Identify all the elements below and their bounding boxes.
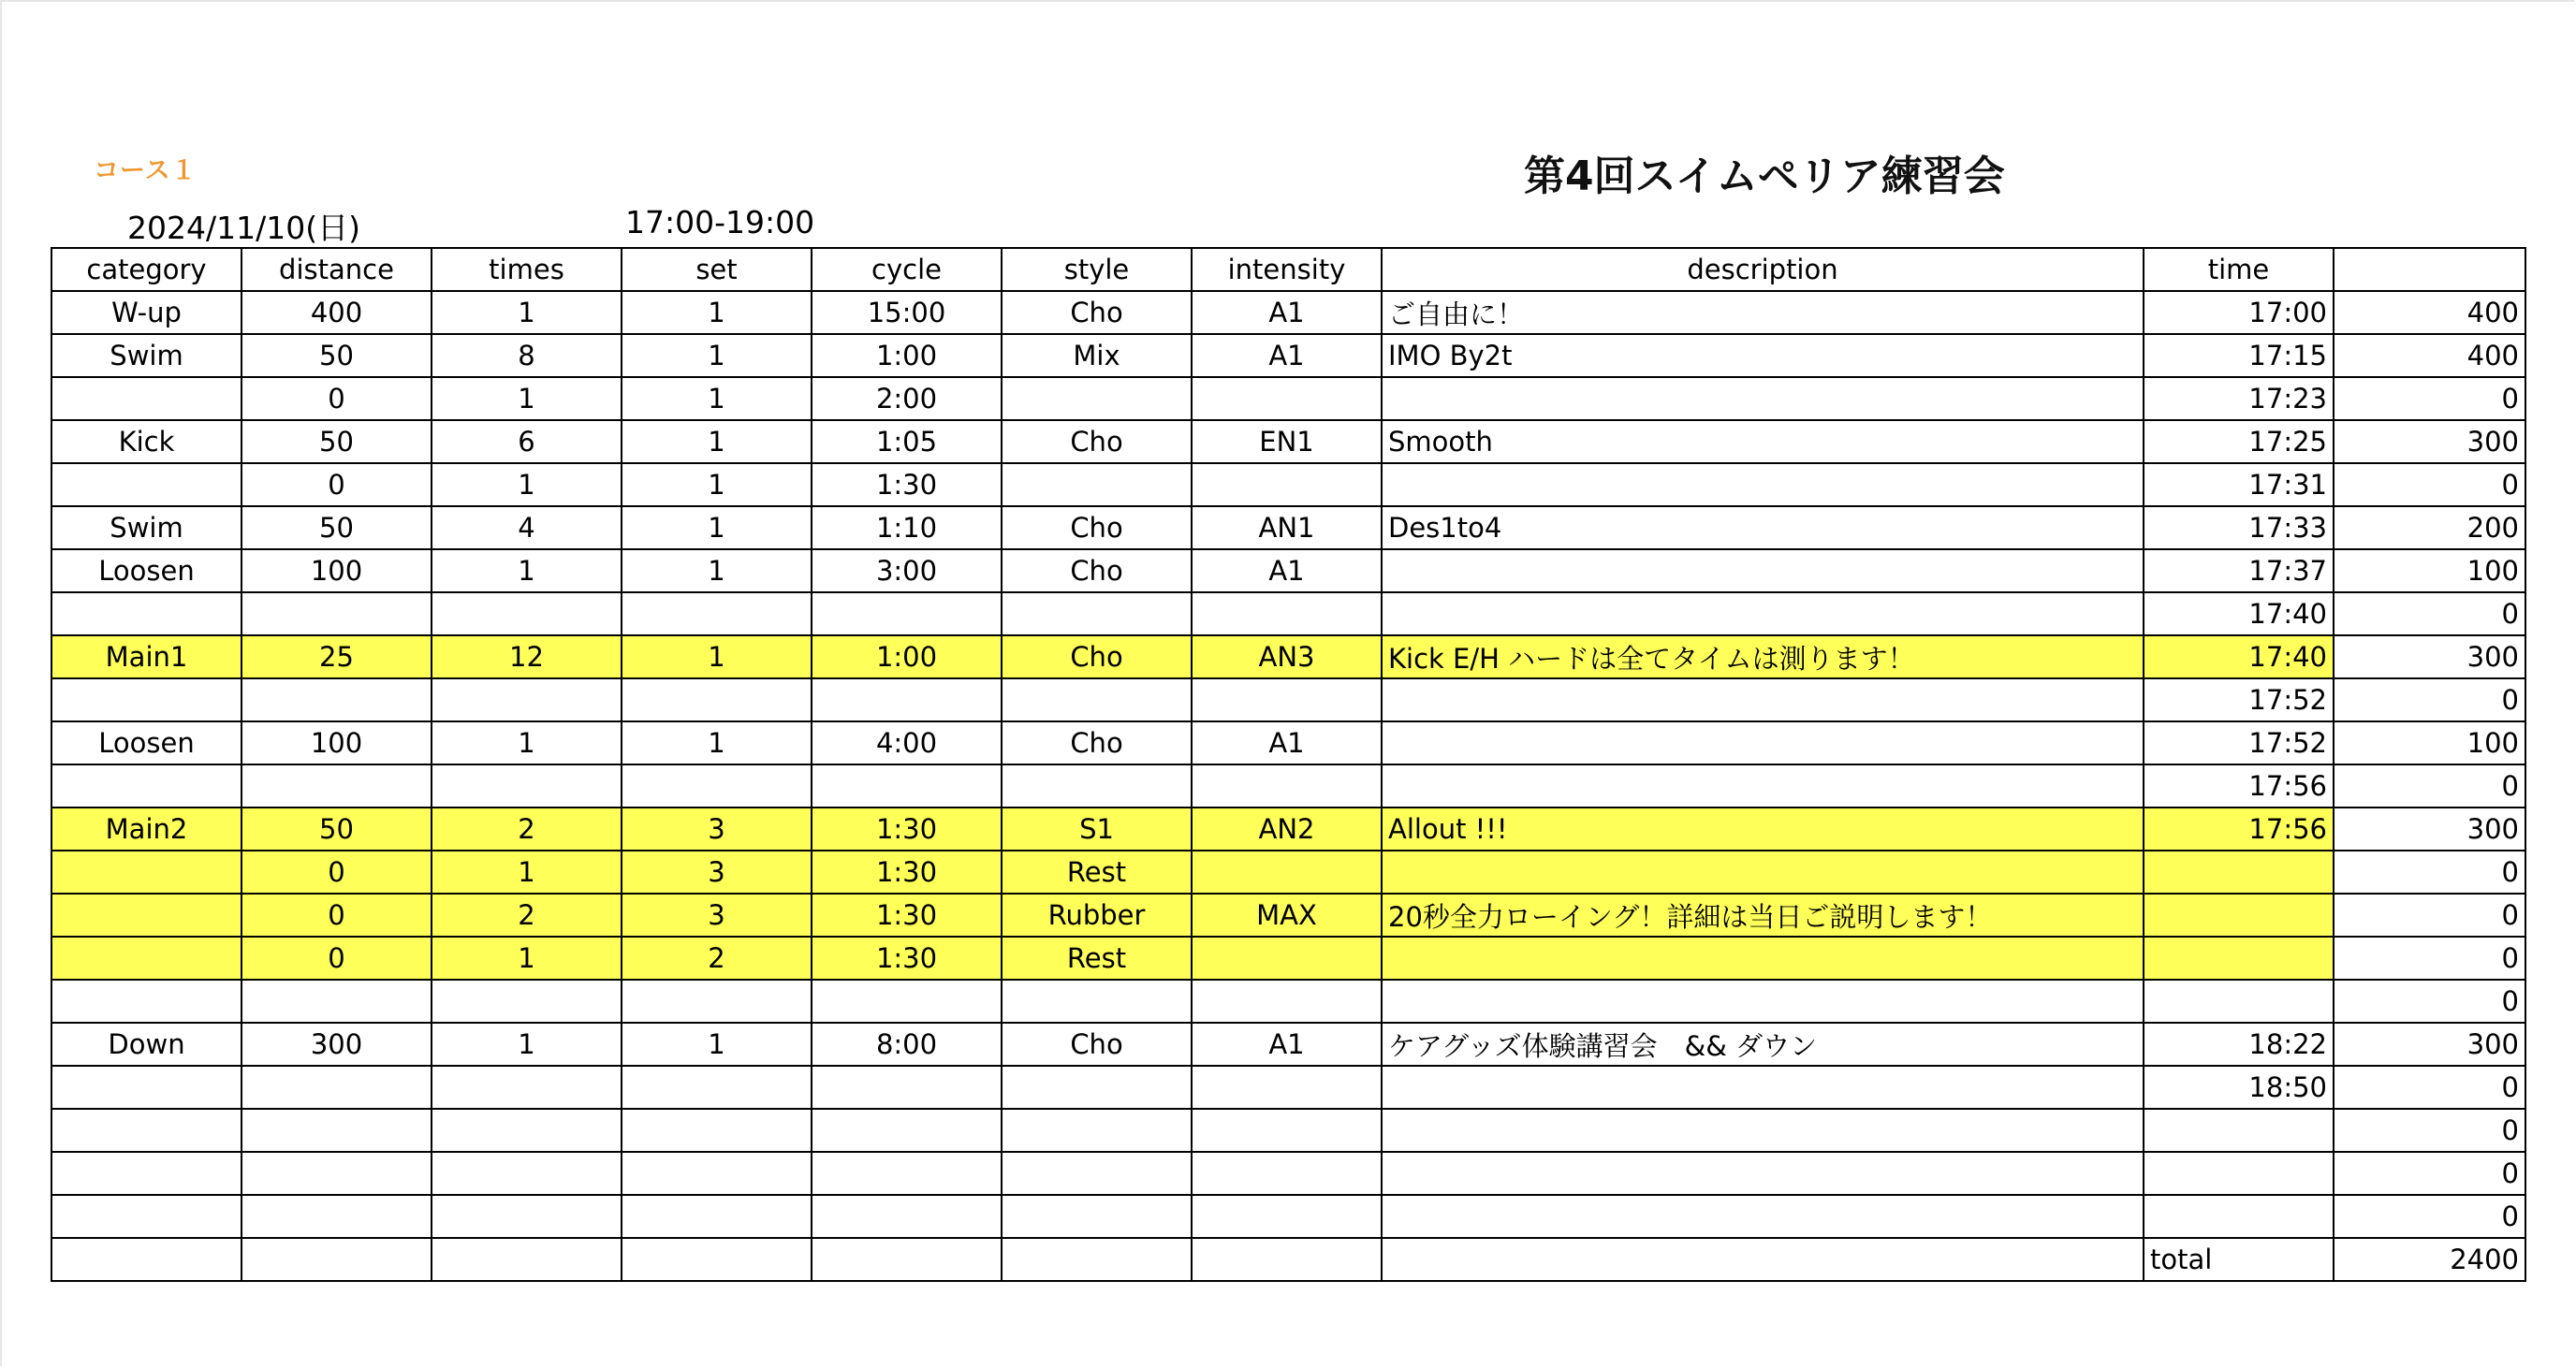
cell-total: 200 [2334, 506, 2525, 549]
cell-total: 400 [2334, 334, 2525, 377]
cell-times: 2 [432, 894, 622, 937]
cell-total: 300 [2334, 808, 2525, 851]
cell-times [432, 678, 622, 721]
cell-set [622, 980, 812, 1023]
cell-set: 3 [622, 808, 812, 851]
cell-description [1382, 549, 2144, 592]
cell-times: 6 [432, 420, 622, 463]
header-category: category [51, 248, 242, 291]
table-row [51, 1109, 2525, 1152]
cell-set [622, 1152, 812, 1195]
table-row [51, 549, 2525, 592]
cell-cycle [812, 1152, 1002, 1195]
table-body [51, 291, 2525, 1238]
cell-intensity [1192, 937, 1382, 980]
cell-set: 1 [622, 506, 812, 549]
cell-time: 17:00 [2144, 291, 2334, 334]
cell-style: Rubber [1002, 894, 1192, 937]
table-row [51, 506, 2525, 549]
table-row [51, 635, 2525, 678]
event-time-range: 17:00-19:00 [625, 204, 815, 240]
cell-distance [242, 1152, 432, 1195]
cell-time: 18:50 [2144, 1066, 2334, 1109]
cell-description: Des1to4 [1382, 506, 2144, 549]
cell-set: 1 [622, 377, 812, 420]
cell-total: 0 [2334, 463, 2525, 506]
table-row [51, 377, 2525, 420]
cell-description [1382, 851, 2144, 894]
cell-distance [242, 678, 432, 721]
cell-style [1002, 980, 1192, 1023]
cell-category: Swim [51, 334, 242, 377]
cell-category [51, 1066, 242, 1109]
cell-time [2144, 1195, 2334, 1238]
cell-set [622, 678, 812, 721]
cell-intensity: A1 [1192, 334, 1382, 377]
cell-category [51, 980, 242, 1023]
cell-set: 1 [622, 291, 812, 334]
table-row [51, 1195, 2525, 1238]
table-row [51, 764, 2525, 808]
cell-intensity [1192, 377, 1382, 420]
cell-time [2144, 894, 2334, 937]
table-row [51, 1066, 2525, 1109]
cell-times: 12 [432, 635, 622, 678]
cell-style [1002, 1152, 1192, 1195]
cell-set: 1 [622, 635, 812, 678]
cell-cycle [812, 678, 1002, 721]
cell-total: 0 [2334, 1195, 2525, 1238]
cell-distance: 100 [242, 549, 432, 592]
cell-times: 8 [432, 334, 622, 377]
header-times: times [432, 248, 622, 291]
cell-intensity [1192, 463, 1382, 506]
cell-set [622, 1109, 812, 1152]
cell-time [2144, 980, 2334, 1023]
cell-times: 1 [432, 291, 622, 334]
table-row [51, 1152, 2525, 1195]
cell-intensity: A1 [1192, 549, 1382, 592]
cell-time [2144, 851, 2334, 894]
cell-cycle: 1:05 [812, 420, 1002, 463]
cell-distance: 0 [242, 851, 432, 894]
cell-intensity [1192, 1109, 1382, 1152]
cell-time: 17:31 [2144, 463, 2334, 506]
cell-intensity: MAX [1192, 894, 1382, 937]
cell-distance [242, 592, 432, 635]
cell-description [1382, 980, 2144, 1023]
cell-time: 17:25 [2144, 420, 2334, 463]
cell-intensity: EN1 [1192, 420, 1382, 463]
header-time: time [2144, 248, 2334, 291]
cell-cycle: 1:00 [812, 635, 1002, 678]
cell-description [1382, 1195, 2144, 1238]
cell-style [1002, 592, 1192, 635]
cell-time: 17:56 [2144, 808, 2334, 851]
cell-category: Main2 [51, 808, 242, 851]
cell-set: 2 [622, 937, 812, 980]
table-row [51, 291, 2525, 334]
cell-times [432, 1152, 622, 1195]
table-row [51, 334, 2525, 377]
cell-total: 300 [2334, 1023, 2525, 1066]
cell-times: 1 [432, 1023, 622, 1066]
header-distance: distance [242, 248, 432, 291]
cell-intensity [1192, 1066, 1382, 1109]
cell-category [51, 1195, 242, 1238]
cell-intensity [1192, 592, 1382, 635]
cell-style [1002, 1066, 1192, 1109]
practice-menu-table [51, 247, 2526, 1282]
cell-style [1002, 1195, 1192, 1238]
table-row [51, 894, 2525, 937]
cell-style: Cho [1002, 549, 1192, 592]
cell-intensity: AN1 [1192, 506, 1382, 549]
cell-description [1382, 463, 2144, 506]
header-set: set [622, 248, 812, 291]
cell-total: 0 [2334, 851, 2525, 894]
cell-description: Kick E/H ハードは全てタイムは測ります！ [1382, 635, 2144, 678]
cell-distance: 0 [242, 937, 432, 980]
cell-set [622, 1195, 812, 1238]
table-row [51, 937, 2525, 980]
cell-intensity: AN2 [1192, 808, 1382, 851]
cell-time: 17:52 [2144, 721, 2334, 764]
cell-cycle: 3:00 [812, 549, 1002, 592]
cell-total: 0 [2334, 377, 2525, 420]
cell-cycle: 1:30 [812, 851, 1002, 894]
header-cycle: cycle [812, 248, 1002, 291]
cell-category [51, 851, 242, 894]
cell-cycle [812, 1195, 1002, 1238]
cell-style: Cho [1002, 291, 1192, 334]
cell-total: 0 [2334, 592, 2525, 635]
cell-total: 300 [2334, 635, 2525, 678]
total-value: 2400 [2334, 1238, 2525, 1281]
cell-distance: 0 [242, 463, 432, 506]
header-description: description [1382, 248, 2144, 291]
cell-distance [242, 764, 432, 808]
cell-distance: 100 [242, 721, 432, 764]
cell-category [51, 377, 242, 420]
cell-times [432, 980, 622, 1023]
cell-description: 20秒全力ローイング！詳細は当日ご説明します！ [1382, 894, 2144, 937]
cell-intensity [1192, 1152, 1382, 1195]
cell-set [622, 592, 812, 635]
cell-times: 1 [432, 721, 622, 764]
table-row [51, 463, 2525, 506]
cell-cycle [812, 980, 1002, 1023]
cell-style [1002, 764, 1192, 808]
cell-time: 17:56 [2144, 764, 2334, 808]
header-row [51, 248, 2525, 291]
table-row [51, 851, 2525, 894]
cell-set: 1 [622, 721, 812, 764]
table-row [51, 592, 2525, 635]
cell-distance: 25 [242, 635, 432, 678]
event-date: 2024/11/10(日) [127, 210, 360, 246]
cell-category: Swim [51, 506, 242, 549]
cell-cycle [812, 592, 1002, 635]
cell-category [51, 463, 242, 506]
cell-intensity [1192, 764, 1382, 808]
table-row [51, 678, 2525, 721]
cell-style: S1 [1002, 808, 1192, 851]
cell-description: IMO By2t [1382, 334, 2144, 377]
cell-style: Cho [1002, 506, 1192, 549]
cell-category [51, 1152, 242, 1195]
cell-style: Rest [1002, 851, 1192, 894]
cell-distance [242, 980, 432, 1023]
cell-time [2144, 1109, 2334, 1152]
cell-cycle: 1:30 [812, 808, 1002, 851]
header-intensity: intensity [1192, 248, 1382, 291]
cell-time [2144, 937, 2334, 980]
cell-intensity: A1 [1192, 721, 1382, 764]
cell-times: 1 [432, 851, 622, 894]
cell-style [1002, 463, 1192, 506]
cell-cycle: 1:30 [812, 894, 1002, 937]
cell-style [1002, 377, 1192, 420]
cell-set: 3 [622, 894, 812, 937]
cell-description [1382, 678, 2144, 721]
cell-distance: 50 [242, 808, 432, 851]
cell-description [1382, 764, 2144, 808]
cell-intensity [1192, 980, 1382, 1023]
cell-set: 1 [622, 420, 812, 463]
cell-intensity [1192, 678, 1382, 721]
cell-set: 3 [622, 851, 812, 894]
cell-intensity: AN3 [1192, 635, 1382, 678]
cell-category [51, 678, 242, 721]
cell-style [1002, 678, 1192, 721]
cell-style: Cho [1002, 635, 1192, 678]
cell-style: Cho [1002, 1023, 1192, 1066]
cell-distance: 400 [242, 291, 432, 334]
cell-style [1002, 1109, 1192, 1152]
cell-time: 17:40 [2144, 635, 2334, 678]
cell-cycle: 15:00 [812, 291, 1002, 334]
cell-style: Rest [1002, 937, 1192, 980]
cell-distance: 0 [242, 377, 432, 420]
cell-intensity: A1 [1192, 291, 1382, 334]
cell-total: 100 [2334, 549, 2525, 592]
cell-times [432, 1109, 622, 1152]
course-label: コース１ [94, 156, 198, 185]
page-title: 第4回スイムペリア練習会 [1524, 153, 2005, 200]
cell-time: 17:15 [2144, 334, 2334, 377]
cell-distance: 0 [242, 894, 432, 937]
total-row [51, 1238, 2525, 1281]
cell-description [1382, 937, 2144, 980]
cell-times [432, 1066, 622, 1109]
cell-cycle [812, 1066, 1002, 1109]
cell-set: 1 [622, 463, 812, 506]
cell-total: 400 [2334, 291, 2525, 334]
cell-category: Kick [51, 420, 242, 463]
table-row [51, 420, 2525, 463]
cell-category: Main1 [51, 635, 242, 678]
cell-description [1382, 1066, 2144, 1109]
cell-times [432, 592, 622, 635]
cell-distance: 50 [242, 334, 432, 377]
cell-distance [242, 1066, 432, 1109]
cell-style: Cho [1002, 721, 1192, 764]
cell-cycle: 2:00 [812, 377, 1002, 420]
table-row [51, 808, 2525, 851]
cell-cycle: 4:00 [812, 721, 1002, 764]
cell-distance: 50 [242, 506, 432, 549]
cell-time: 18:22 [2144, 1023, 2334, 1066]
cell-category: Loosen [51, 721, 242, 764]
cell-total: 100 [2334, 721, 2525, 764]
cell-description [1382, 1152, 2144, 1195]
cell-set [622, 764, 812, 808]
cell-times [432, 1195, 622, 1238]
cell-cycle: 1:00 [812, 334, 1002, 377]
cell-intensity [1192, 1195, 1382, 1238]
cell-set: 1 [622, 549, 812, 592]
cell-cycle: 8:00 [812, 1023, 1002, 1066]
cell-total: 0 [2334, 980, 2525, 1023]
cell-total: 0 [2334, 1152, 2525, 1195]
header-subtotal [2334, 248, 2525, 291]
cell-category [51, 1109, 242, 1152]
cell-cycle [812, 764, 1002, 808]
cell-description [1382, 592, 2144, 635]
cell-cycle: 1:30 [812, 463, 1002, 506]
table-row [51, 1023, 2525, 1066]
cell-category: W-up [51, 291, 242, 334]
cell-total: 0 [2334, 764, 2525, 808]
cell-description: ご自由に！ [1382, 291, 2144, 334]
cell-distance: 50 [242, 420, 432, 463]
cell-description: Allout !!! [1382, 808, 2144, 851]
table-row [51, 980, 2525, 1023]
table-row [51, 721, 2525, 764]
cell-time: 17:37 [2144, 549, 2334, 592]
cell-total: 0 [2334, 1109, 2525, 1152]
cell-total: 0 [2334, 937, 2525, 980]
cell-times [432, 764, 622, 808]
cell-times: 1 [432, 549, 622, 592]
cell-time: 17:52 [2144, 678, 2334, 721]
cell-intensity [1192, 851, 1382, 894]
cell-total: 0 [2334, 678, 2525, 721]
cell-category: Down [51, 1023, 242, 1066]
cell-times: 1 [432, 377, 622, 420]
cell-times: 1 [432, 937, 622, 980]
cell-description: ケアグッズ体験講習会 && ダウン [1382, 1023, 2144, 1066]
total-label: total [2144, 1238, 2334, 1281]
cell-category [51, 764, 242, 808]
cell-times: 1 [432, 463, 622, 506]
cell-intensity: A1 [1192, 1023, 1382, 1066]
cell-style: Cho [1002, 420, 1192, 463]
cell-time: 17:40 [2144, 592, 2334, 635]
header-style: style [1002, 248, 1192, 291]
cell-total: 300 [2334, 420, 2525, 463]
cell-description [1382, 721, 2144, 764]
cell-cycle [812, 1109, 1002, 1152]
cell-total: 0 [2334, 1066, 2525, 1109]
cell-cycle: 1:30 [812, 937, 1002, 980]
cell-time [2144, 1152, 2334, 1195]
cell-time: 17:23 [2144, 377, 2334, 420]
cell-description [1382, 377, 2144, 420]
cell-distance [242, 1109, 432, 1152]
cell-category [51, 894, 242, 937]
cell-times: 4 [432, 506, 622, 549]
cell-total: 0 [2334, 894, 2525, 937]
cell-distance [242, 1195, 432, 1238]
cell-set [622, 1066, 812, 1109]
cell-description [1382, 1109, 2144, 1152]
cell-style: Mix [1002, 334, 1192, 377]
cell-category [51, 937, 242, 980]
cell-set: 1 [622, 334, 812, 377]
cell-description: Smooth [1382, 420, 2144, 463]
cell-cycle: 1:10 [812, 506, 1002, 549]
cell-distance: 300 [242, 1023, 432, 1066]
cell-category [51, 592, 242, 635]
cell-set: 1 [622, 1023, 812, 1066]
cell-time: 17:33 [2144, 506, 2334, 549]
cell-times: 2 [432, 808, 622, 851]
cell-category: Loosen [51, 549, 242, 592]
